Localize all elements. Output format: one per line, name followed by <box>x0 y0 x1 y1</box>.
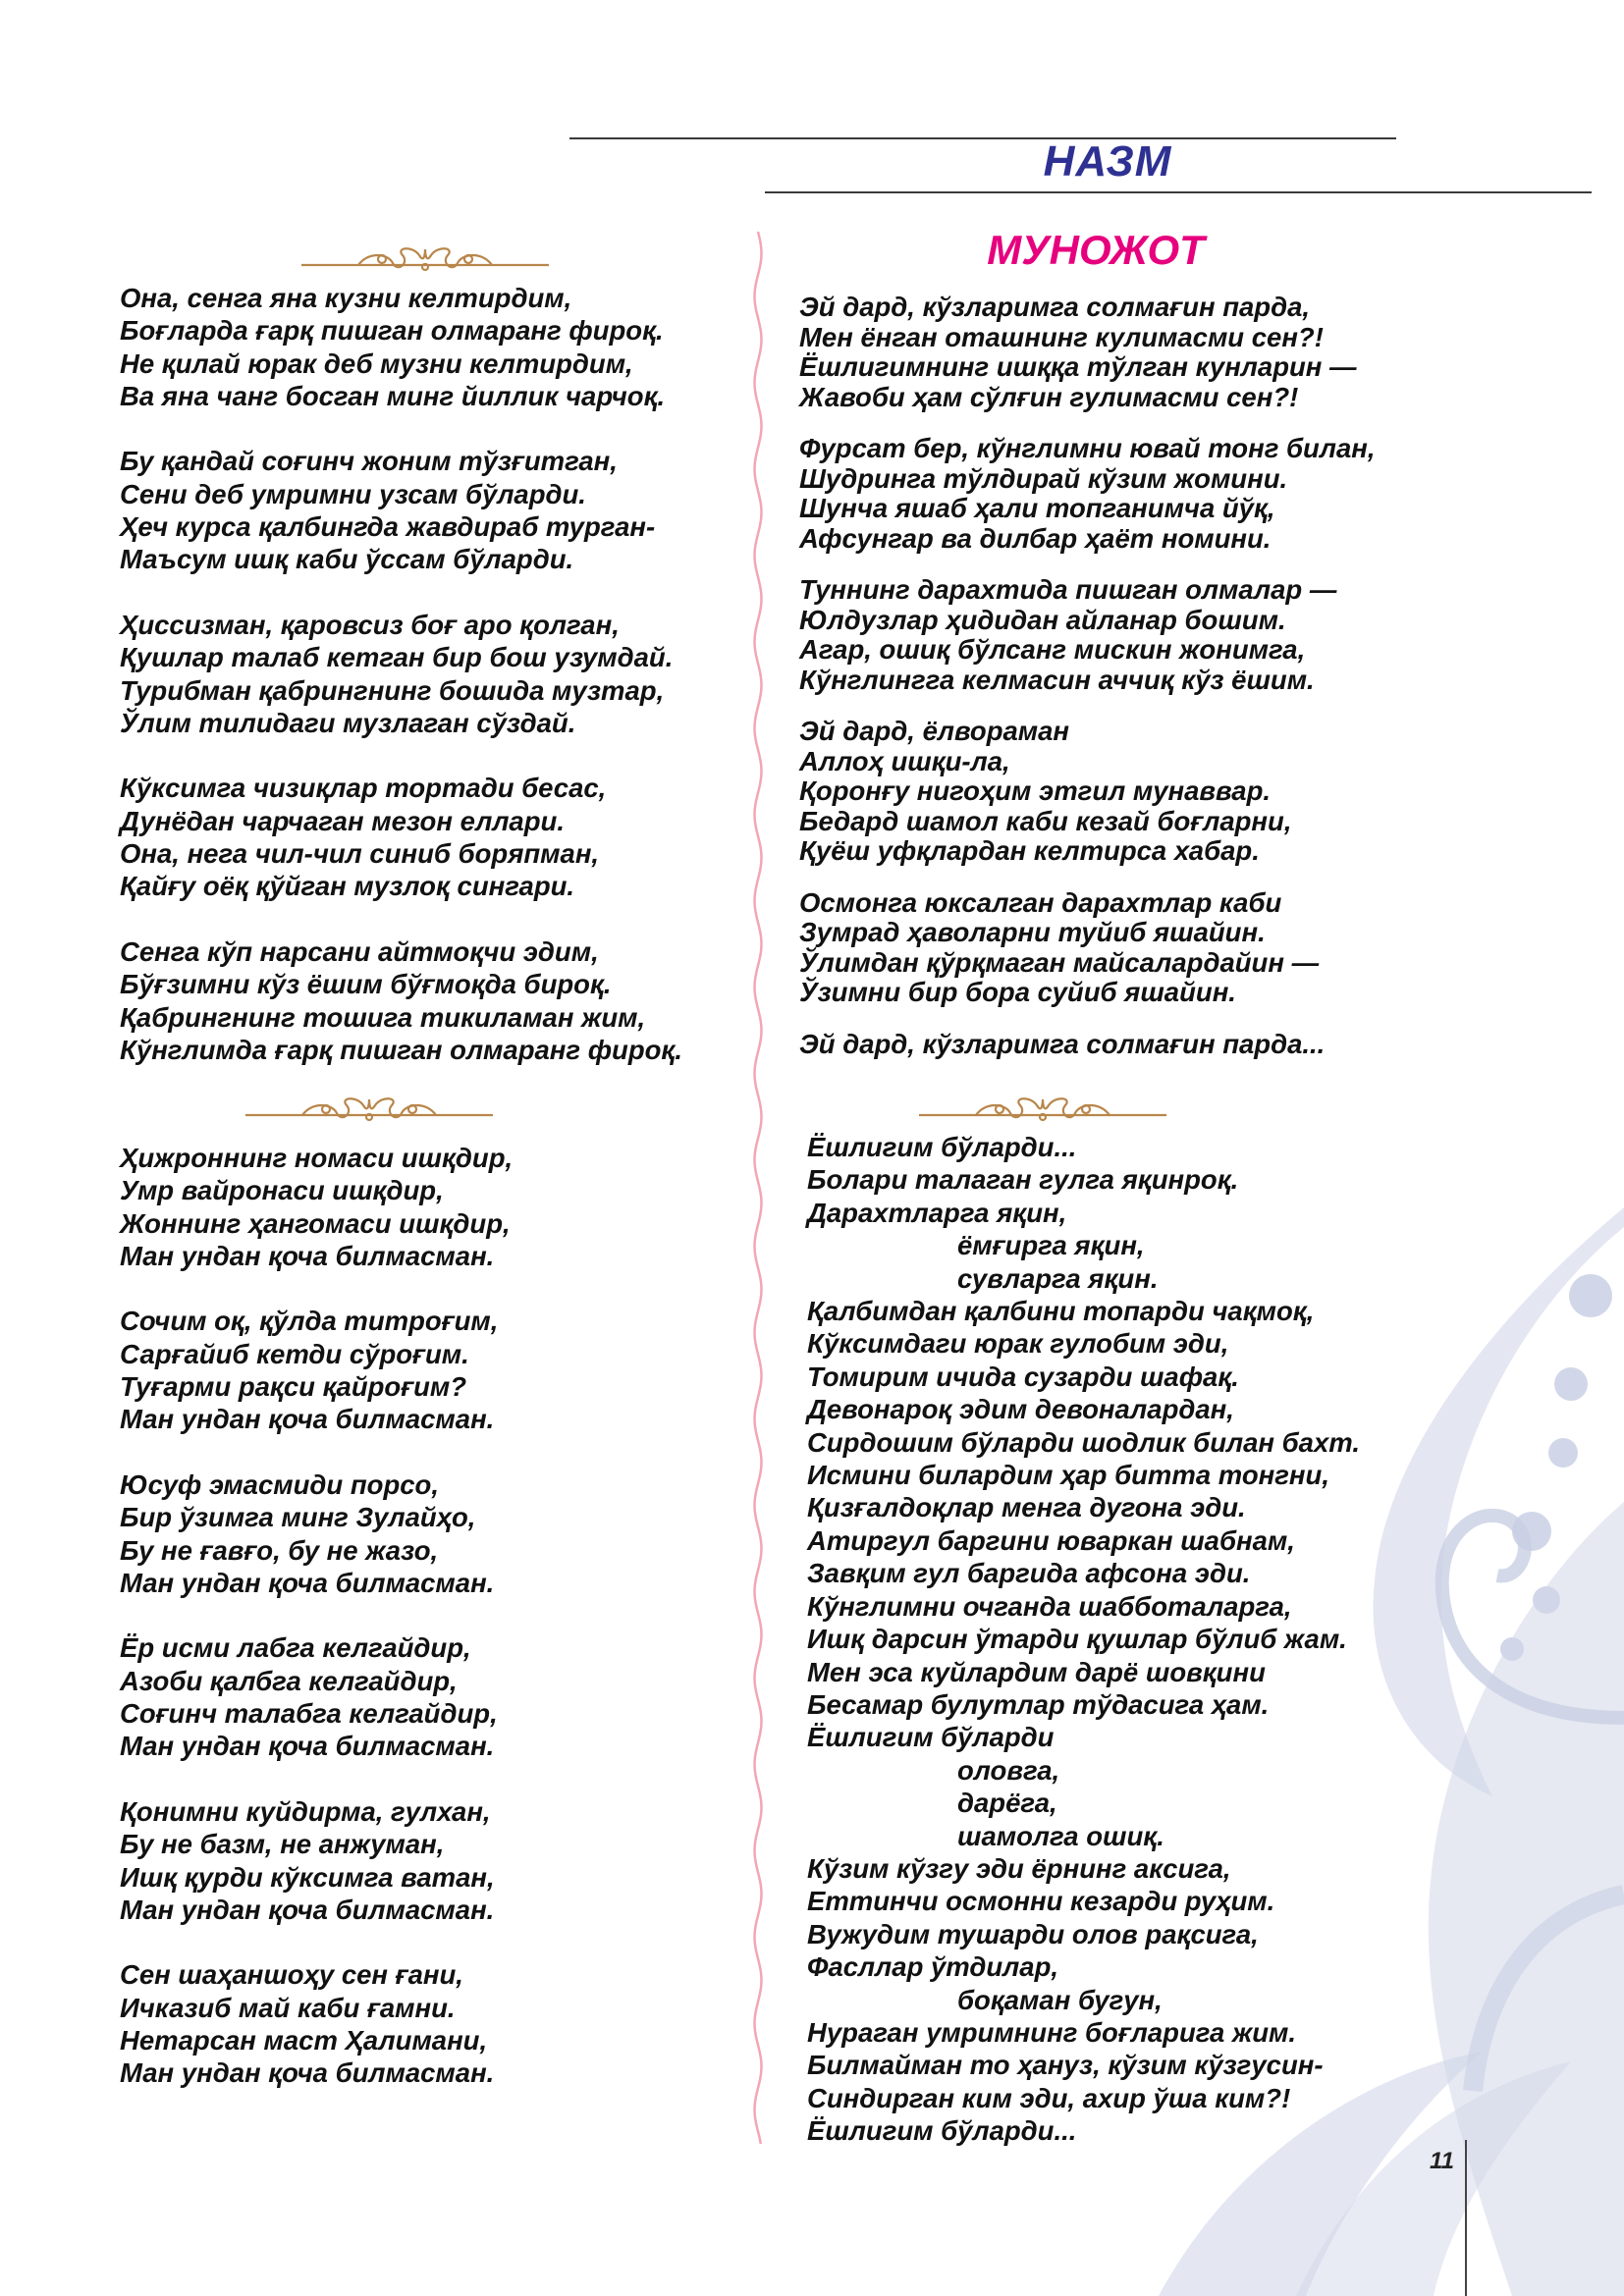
poem-left-2 <box>120 1142 513 2122</box>
poem-line: Бу не базм, не анжуман, <box>120 1829 445 1860</box>
poem-line: Дарахтларга яқин, <box>807 1197 1067 1228</box>
stanza <box>799 434 1376 554</box>
poem-line: Ман ундан қоча билмасман. <box>120 1894 495 1925</box>
poem-line: Бу не ғавғо, бу не жазо, <box>120 1534 439 1566</box>
poem-line: Мен эса куйлардим дарё шовқини <box>807 1656 1266 1687</box>
poem-line: сувларга яқин. <box>957 1262 1159 1294</box>
poem-line: Ичказиб май каби ғамни. <box>120 1992 456 2023</box>
poem-line: Ишқ қурди кўксимга ватан, <box>120 1861 495 1893</box>
header-rule-bottom <box>765 191 1592 193</box>
poem-line: Қайғу оёқ қўйган музлоқ сингари. <box>120 871 575 902</box>
poem-line: Фасллар ўтдилар, <box>807 1951 1059 1983</box>
poem-line: дарёга, <box>957 1788 1057 1819</box>
poem-line: Фурсат бер, кўнглимни ювай тонг билан, <box>799 433 1376 463</box>
poem-line: Ёшлигим бўларди <box>807 1722 1055 1753</box>
poem-line: Аллоҳ ишқи-ла, <box>799 745 1010 776</box>
poem-line: Сарғайиб кетди сўроғим. <box>120 1338 469 1369</box>
poem-line: Мен ёнган оташнинг кулимасми сен?! <box>799 321 1324 352</box>
poem-line: Ўзимни бир бора суйиб яшайин. <box>799 977 1236 1007</box>
poem-line: Ҳижроннинг номаси ишқдир, <box>120 1143 514 1173</box>
poem-line: Қабрингнинг тошига тикиламан жим, <box>120 1001 646 1033</box>
poem-line: Боғларда ғарқ пишган олмаранг фироқ. <box>120 315 664 347</box>
poem-line: Сени деб умримни узсам бўларди. <box>120 478 586 509</box>
poem-line: Дунёдан чарчаган мезон еллари. <box>120 805 565 836</box>
poem-line: Ман ундан қоча билмасман. <box>120 1404 495 1435</box>
poem-line: Ман ундан қоча билмасман. <box>120 2057 495 2089</box>
poem-line: Соғинч талабга келгайдир, <box>120 1698 498 1730</box>
stanza <box>120 1305 513 1435</box>
poem-line: Шудринга тўлдирай кўзим жомини. <box>799 462 1288 494</box>
poem-line: Бўғзимни кўз ёшим бўғмоқда бироқ. <box>120 969 612 1000</box>
poem-line: Агар, ошиқ бўлсанг мискин жонимга, <box>799 634 1306 665</box>
stanza <box>120 445 682 575</box>
poem-title-munojot: МУНОЖОТ <box>987 227 1205 273</box>
poem-line: Маъсум ишқ каби ўссам бўларди. <box>120 544 574 575</box>
poem-line: Ҳеч курса қалбингда жавдираб турган- <box>120 511 656 543</box>
poem-line: оловга, <box>957 1754 1060 1786</box>
poem-line: Қуёш уфқлардан келтирса хабар. <box>799 835 1260 866</box>
poem-line: Қонимни куйдирма, гулхан, <box>120 1795 491 1827</box>
poem-line: Ҳиссизман, қаровсиз боғ аро қолган, <box>120 609 620 640</box>
stanza <box>799 575 1376 695</box>
poem-line: Кўзим кўзгу эди ёрнинг аксига, <box>807 1852 1231 1884</box>
poem-line: Вужудим тушарди олов рақсига, <box>807 1918 1259 1949</box>
poem-line: Кўксимга чизиқлар тортади бесас, <box>120 773 607 804</box>
stanza <box>799 293 1376 412</box>
ornament-divider-icon <box>299 243 551 277</box>
poem-line: Она, нега чил-чил синиб боряпман, <box>120 838 600 870</box>
poem-line: Ва яна чанг босган минг йиллик чарчоқ. <box>120 380 666 411</box>
stanza <box>799 1030 1376 1060</box>
poem-line: Қоронғу нигоҳим этгил мунаввар. <box>799 775 1272 806</box>
stanza <box>120 1142 513 1272</box>
poem-line: Жавоби ҳам сўлғин гулимасми сен?! <box>799 381 1299 412</box>
poem-line: Ўлим тилидаги музлаган сўздай. <box>120 707 576 738</box>
poem-line: Синдирган ким эди, ахир ўша ким?! <box>807 2082 1291 2113</box>
poem-line: ёмғирга яқин, <box>957 1230 1145 1261</box>
poem-line: Атиргул баргини юваркан шабнам, <box>807 1524 1295 1556</box>
poem-line: Умр вайронаси ишқдир, <box>120 1175 444 1206</box>
poem-line: Кўнглингга келмасин аччиқ кўз ёшим. <box>799 664 1315 695</box>
poem-line: Ёшлигим бўларди... <box>807 2115 1077 2147</box>
poem-line: Ёр исми лабга келгайдир, <box>120 1632 471 1664</box>
stanza <box>799 717 1376 867</box>
poem-line: Сирдошим бўларди шодлик билан бахт. <box>807 1426 1360 1458</box>
poem-line: Бедард шамол каби кезай боғларни, <box>799 805 1292 836</box>
poem-line: Сенга кўп нарсани айтмоқчи эдим, <box>120 935 599 967</box>
poem-line: Эй дард, кўзларимга солмағин парда, <box>799 292 1311 322</box>
poem-line: Юлдузлар ҳидидан айланар бошим. <box>799 604 1286 635</box>
poem-line: Жоннинг ҳангомаси ишқдир, <box>120 1207 511 1239</box>
stanza <box>120 609 682 739</box>
ornament-divider-icon <box>917 1094 1168 1127</box>
stanza <box>120 935 682 1066</box>
poem-line: шамолга ошиқ. <box>957 1820 1164 1851</box>
stanza <box>120 282 682 412</box>
poem-line: Қизғалдоқлар менга дугона эди. <box>807 1492 1246 1523</box>
stanza <box>799 888 1376 1008</box>
stanza <box>120 1958 513 2089</box>
poem-line: Исмини билардим ҳар битта тонгни, <box>807 1460 1329 1491</box>
poem-line: Қалбимдан қалбини топарди чақмоқ, <box>807 1296 1315 1327</box>
poem-line: Қушлар талаб кетган бир бош узумдай. <box>120 642 674 673</box>
poem-line: боқаман бугун, <box>957 1984 1163 2015</box>
wavy-column-divider <box>746 232 770 2148</box>
stanza <box>120 1795 513 1926</box>
poem-line: Нетарсан маст Ҳалимани, <box>120 2025 488 2056</box>
stanza <box>120 1468 513 1599</box>
poem-line: Сочим оқ, қўлда титроғим, <box>120 1306 499 1337</box>
poem-line: Зумрад ҳаволарни туйиб яшайин. <box>799 917 1266 947</box>
poem-line: Она, сенга яна кузни келтирдим, <box>120 283 572 313</box>
poem-line: Сен шаҳаншоҳу сен ғани, <box>120 1959 463 1991</box>
poem-line: Ишқ дарсин ўтарди қушлар бўлиб жам. <box>807 1624 1347 1655</box>
poem-line: Кўнглимни очганда шабботаларга, <box>807 1590 1292 1622</box>
poem-line: Азоби қалбга келгайдир, <box>120 1665 458 1696</box>
poem-line: Ўлимдан қўрқмаган майсалардайин — <box>799 946 1320 978</box>
poem-line: Бу қандай соғинч жоним тўзғитган, <box>120 446 618 477</box>
stanza <box>120 1631 513 1762</box>
header-rule-top <box>569 137 1396 139</box>
page-number: 11 <box>1430 2148 1454 2174</box>
poem-line: Эй дард, ёлвораман <box>799 716 1070 746</box>
poem-line: Шунча яшаб ҳали топганимча йўқ, <box>799 493 1275 523</box>
poem-line: Кўксимдаги юрак гулобим эди, <box>807 1328 1229 1360</box>
poem-line: Турибман қабрингнинг бошида музтар, <box>120 674 665 706</box>
poem-line: Бесамар булутлар тўдасига ҳам. <box>807 1688 1270 1720</box>
poem-line: Ман ундан қоча билмасман. <box>120 1240 495 1271</box>
poem-right-2 <box>807 1131 1360 2148</box>
poem-line: Афсунгар ва дилбар ҳаёт номини. <box>799 522 1272 554</box>
poem-line: Болари талаган гулга яқинроқ. <box>807 1164 1239 1196</box>
section-title: НАЗМ <box>1043 137 1172 186</box>
poem-right-1 <box>799 293 1376 1081</box>
poem-line: Билмайман то ҳануз, кўзим кўзгусин- <box>807 2050 1324 2081</box>
poem-line: Не қилай юрак деб музни келтирдим, <box>120 347 633 379</box>
poem-line: Осмонга юксалган дарахтлар каби <box>799 886 1282 918</box>
poem-line: Туннинг дарахтида пишган олмалар — <box>799 574 1337 605</box>
poem-line: Юсуф эмасмиди порсо, <box>120 1468 439 1500</box>
poem-line: Еттинчи осмонни кезарди руҳим. <box>807 1886 1275 1917</box>
poem-line: Девонароқ эдим девоналардан, <box>807 1394 1234 1425</box>
poem-line: Нураган умримнинг боғларига жим. <box>807 2016 1297 2048</box>
poem-line: Ёшлигим бўларди... <box>807 1132 1077 1162</box>
poem-line: Ман ундан қоча билмасман. <box>120 1731 495 1762</box>
poem-line: Эй дард, кўзларимга солмағин парда... <box>799 1028 1326 1059</box>
poem-line: Бир ўзимга минг Зулайҳо, <box>120 1502 476 1533</box>
stanza <box>120 772 682 902</box>
poem-line: Томирим ичида сузарди шафақ. <box>807 1361 1239 1392</box>
poem-line: Ёшлигимнинг ишққа тўлган кунларин — <box>799 351 1357 382</box>
poem-line: Завқим гул баргида афсона эди. <box>807 1558 1251 1589</box>
poem-line: Туғарми рақси қайроғим? <box>120 1371 467 1403</box>
page-number-rule <box>1465 2140 1467 2296</box>
poem-left-1 <box>120 282 682 1098</box>
poem-line: Ман ундан қоча билмасман. <box>120 1567 495 1598</box>
poem-line: Кўнглимда ғарқ пишган олмаранг фироқ. <box>120 1034 683 1065</box>
